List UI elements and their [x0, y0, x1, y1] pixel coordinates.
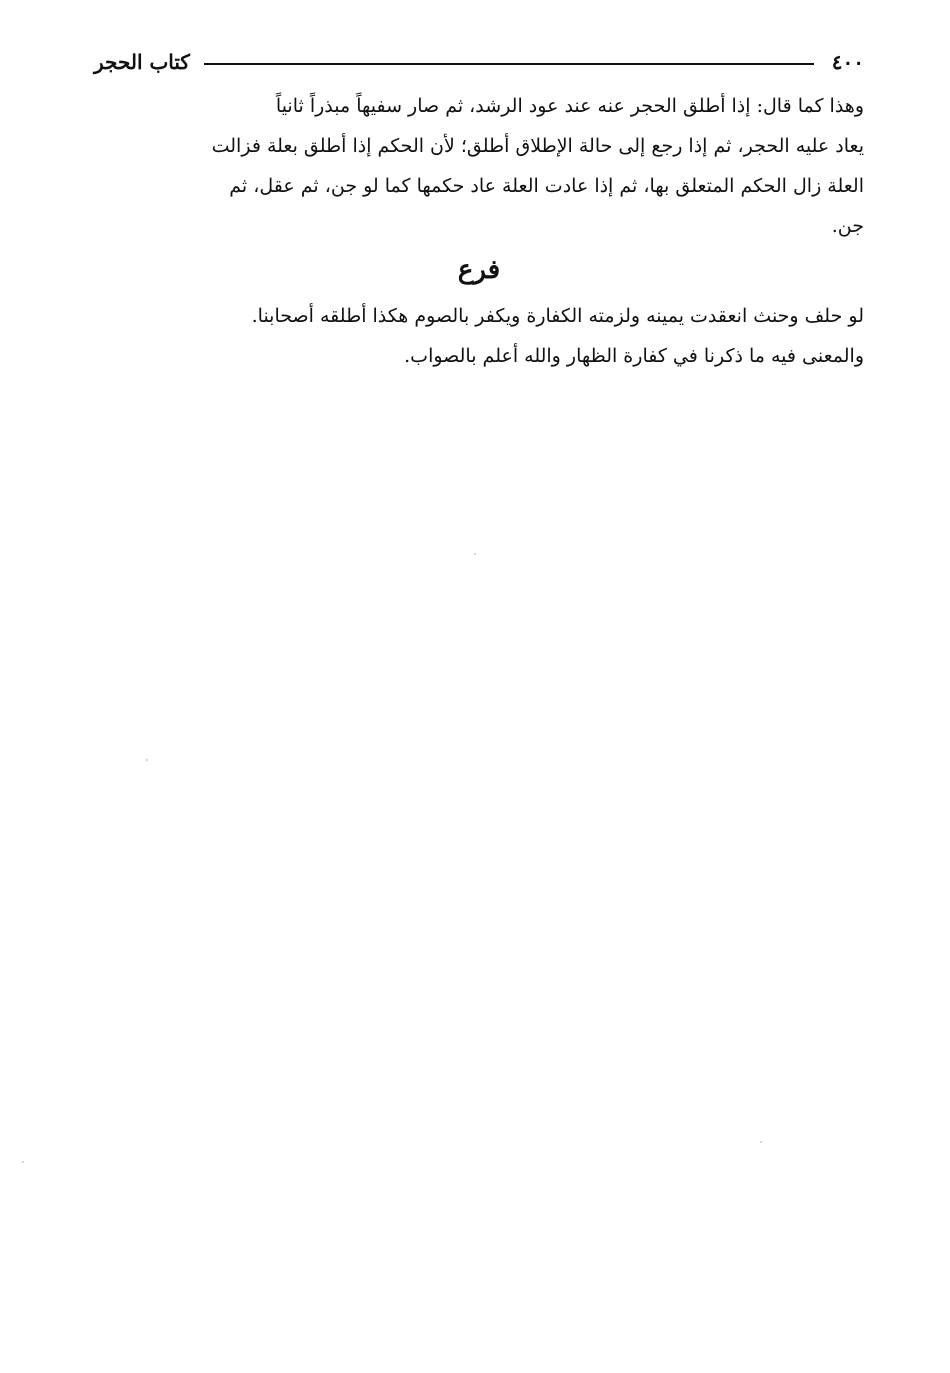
- paragraph-line: لو حلف وحنث انعقدت يمينه ولزمته الكفارة ويكفر بالصوم هكذا أطلقه أصحابنا.: [251, 305, 864, 327]
- scan-speck: [146, 759, 148, 761]
- scan-speck: [22, 1161, 24, 1163]
- scan-speck: [760, 1141, 762, 1143]
- paragraph-line: جن.: [831, 215, 864, 237]
- running-header: [94, 44, 864, 80]
- paragraph-line: والمعنى فيه ما ذكرنا في كفارة الظهار والله أعلم بالصواب.: [404, 345, 864, 367]
- section-heading: فرع: [457, 255, 501, 285]
- section-paragraph: [94, 296, 864, 376]
- paragraph-1: [94, 86, 864, 246]
- paragraph-line: العلة زال الحكم المتعلق بها، ثم إذا عادت العلة عاد حكمها كما لو جن، ثم عقل، ثم: [229, 175, 864, 197]
- scan-speck: [474, 553, 476, 555]
- paragraph-line: وهذا كما قال: إذا أطلق الحجر عنه عند عود الرشد، ثم صار سفيهاً مبذراً ثانياً: [275, 95, 864, 117]
- book-title: كتاب الحجر: [94, 50, 190, 74]
- page-number: ٤٠٠: [831, 50, 864, 74]
- paragraph-line: يعاد عليه الحجر، ثم إذا رجع إلى حالة الإطلاق أطلق؛ لأن الحكم إذا أطلق بعلة فزالت: [211, 135, 864, 157]
- header-rule: [204, 63, 814, 65]
